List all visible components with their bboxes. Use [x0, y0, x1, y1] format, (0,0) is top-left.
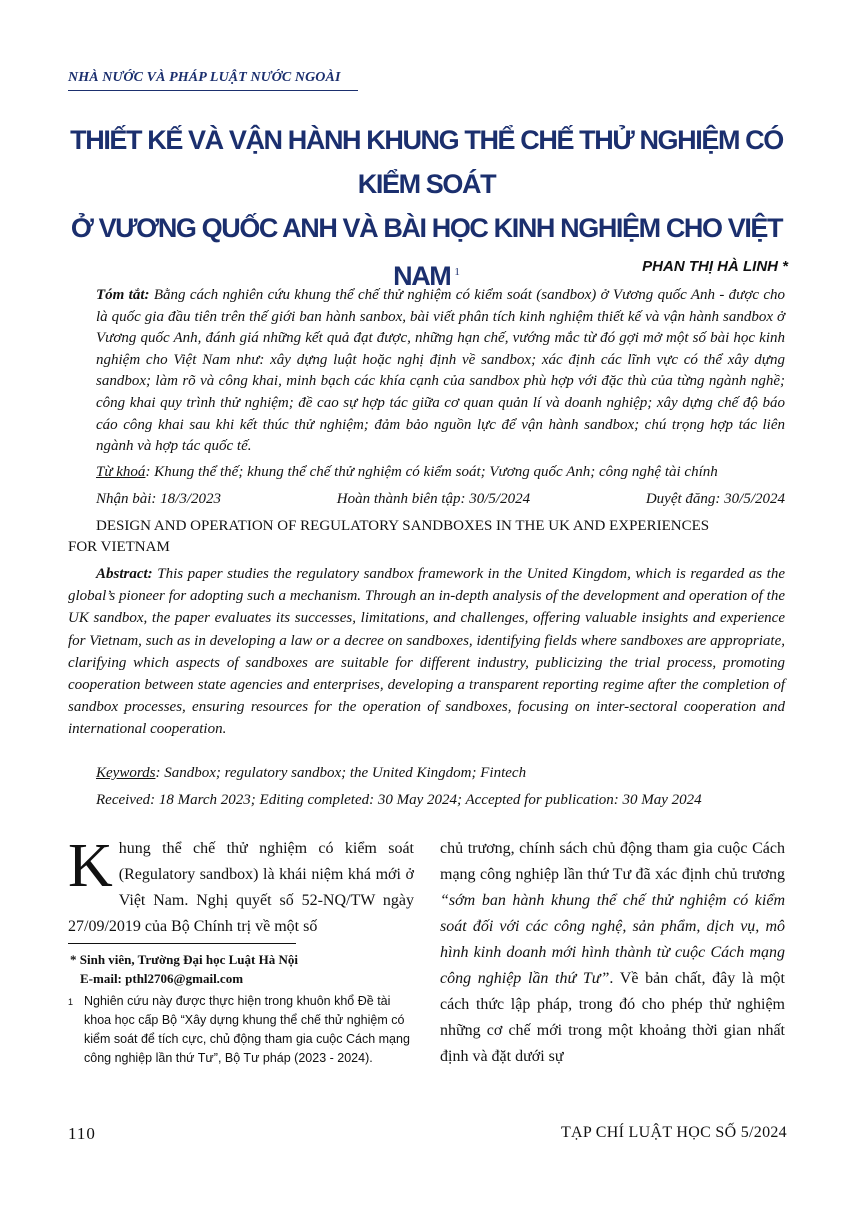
keywords-vi-text: : Khung thể thế; khung thể chế thử nghiệm có kiểm soát; Vương quốc Anh; công nghệ tài chính	[145, 464, 718, 480]
english-title-line-2: FOR VIETNAM	[68, 539, 170, 555]
author-name: PHAN THỊ HÀ LINH *	[642, 258, 788, 275]
title-line-2-text: Ở VƯƠNG QUỐC ANH VÀ BÀI HỌC KINH NGHIỆM CHO VIỆT NAM	[70, 213, 783, 291]
abstract-english	[68, 563, 785, 741]
title-footnote-mark: 1	[454, 266, 460, 278]
author-affiliation: * Sinh viên, Trường Đại học Luật Hà Nội	[70, 952, 298, 967]
english-title	[68, 516, 785, 558]
dates-vietnamese	[96, 491, 785, 508]
abstract-en-text: This paper studies the regulatory sandbox framework in the United Kingdom, which is regarded as the global’s pioneer for adopting such a mechanism. Through an in-depth analysis of the development and operation of the UK sandbox, the paper evaluates its successes, limitations, and challenges, offering valuable insights and experience for Vietnam, such as in developing a law or a decree on sandboxes, identifying fields where sandboxes are appropriate, clarifying which aspects of sandboxes are suitable for different industry, publicizing the trial process, promoting cooperation between state agencies and enterprises, developing a transparent reporting regime after the completion of sandbox processes, ensuring resources for the operation of sandboxes, focusing on inter-sectoral cooperation and international cooperation.	[68, 566, 785, 738]
keywords-en-label: Keywords	[96, 765, 156, 781]
footnotes	[68, 950, 414, 1068]
abstract-vietnamese	[96, 285, 785, 458]
section-underline	[68, 90, 358, 91]
body-right-quote: “sớm ban hành khung thể chế thử nghiệm có kiểm soát đối với các công nghệ, sản phẩm, dịch vụ, mô hình kinh doanh mới hình thành từ cuộc Cách mạng công nghiệp lần thứ Tư”	[440, 892, 785, 987]
body-right-text-2: . Về bản chất, đây là một cách thức lập pháp, trong đó cho phép thử nghiệm những cơ chế mới trong một khoảng thời gian nhất định và đặt dưới sự	[440, 970, 786, 1065]
date-accepted-vi: Duyệt đăng: 30/5/2024	[645, 491, 785, 507]
author-email: E-mail: pthl2706@gmail.com	[80, 971, 244, 986]
keywords-english	[96, 765, 526, 782]
footnote-1-text: Nghiên cứu này được thực hiện trong khuôn khổ Đề tài khoa học cấp Bộ “Xây dựng khung thể chế thử nghiệm có kiểm soát để tích cực, chủ động tham gia cuộc Cách mạng công nghiệp lần thứ Tư”, Bộ Tư pháp (2023 - 2024).	[84, 994, 410, 1065]
journal-name: TẠP CHÍ LUẬT HỌC SỐ 5/2024	[560, 1124, 787, 1141]
footnote-1-number: 1	[68, 997, 74, 1007]
abstract-en-label: Abstract:	[96, 566, 153, 582]
body-column-left	[68, 832, 414, 940]
english-title-line-1: DESIGN AND OPERATION OF REGULATORY SANDBOXES IN THE UK AND EXPERIENCES	[96, 518, 710, 534]
date-edited-vi: Hoàn thành biên tập: 30/5/2024	[336, 491, 531, 507]
body-left-text: hung thể chế thử nghiệm có kiểm soát (Regulatory sandbox) là khái niệm khá mới ở Việt Nam. Nghị quyết số 52-NQ/TW ngày 27/09/2019 của Bộ Chính trị về một số	[68, 840, 414, 935]
dates-english: Received: 18 March 2023; Editing completed: 30 May 2024; Accepted for publication: 30 May 2024	[96, 792, 702, 808]
footnote-divider	[68, 943, 296, 944]
author-footnote	[68, 950, 414, 988]
abstract-vi-text: Bằng cách nghiên cứu khung thể chế thử nghiệm có kiểm soát (sandbox) ở Vương quốc Anh - được cho là quốc gia đầu tiên trên thế giới ban hành sanbox, bài viết phân tích kinh nghiệm thiết kế và vận hành sandbox ở Vương quốc Anh, đánh giá những kết quả đạt được, những hạn chế, vướng mắc từ đó gợi mở một số bài học kinh nghiệm cho Việt Nam như: xây dựng luật hoặc nghị định về sandbox; xác định các lĩnh vực có thể xây dựng sandbox; làm rõ và công khai, minh bạch các khía cạnh của sandbox phù hợp với đặc thù của từng ngành nghề; công khai quy trình thử nghiệm; đề cao sự hợp tác giữa cơ quan quản lí và doanh nghiệp; xây dựng chế độ báo cáo công khai sau khi kết thúc thử nghiệm; đảm bảo nguồn lực để vận hành sandbox; chú trọng hợp tác liên ngành và hợp tác quốc tế.	[96, 287, 785, 455]
keywords-en-text: : Sandbox; regulatory sandbox; the United Kingdom; Fintech	[155, 765, 527, 781]
drop-cap: K	[68, 832, 113, 900]
page-number: 110	[68, 1124, 96, 1143]
keywords-vi-label: Từ khoá	[96, 464, 146, 480]
title-line-1: THIẾT KẾ VÀ VẬN HÀNH KHUNG THỂ CHẾ THỬ NGHIỆM CÓ KIỂM SOÁT	[70, 125, 783, 199]
abstract-vi-label: Tóm tắt:	[96, 287, 150, 303]
footnote-1	[68, 992, 414, 1068]
keywords-vietnamese	[96, 464, 718, 481]
date-received-vi: Nhận bài: 18/3/2023	[96, 491, 222, 507]
body-right-text-1: chủ trương, chính sách chủ động tham gia cuộc Cách mạng công nghiệp lần thứ Tư đã xác định chủ trương	[440, 840, 785, 883]
section-label: NHÀ NƯỚC VÀ PHÁP LUẬT NƯỚC NGOÀI	[68, 70, 341, 85]
body-column-right	[440, 836, 785, 1070]
